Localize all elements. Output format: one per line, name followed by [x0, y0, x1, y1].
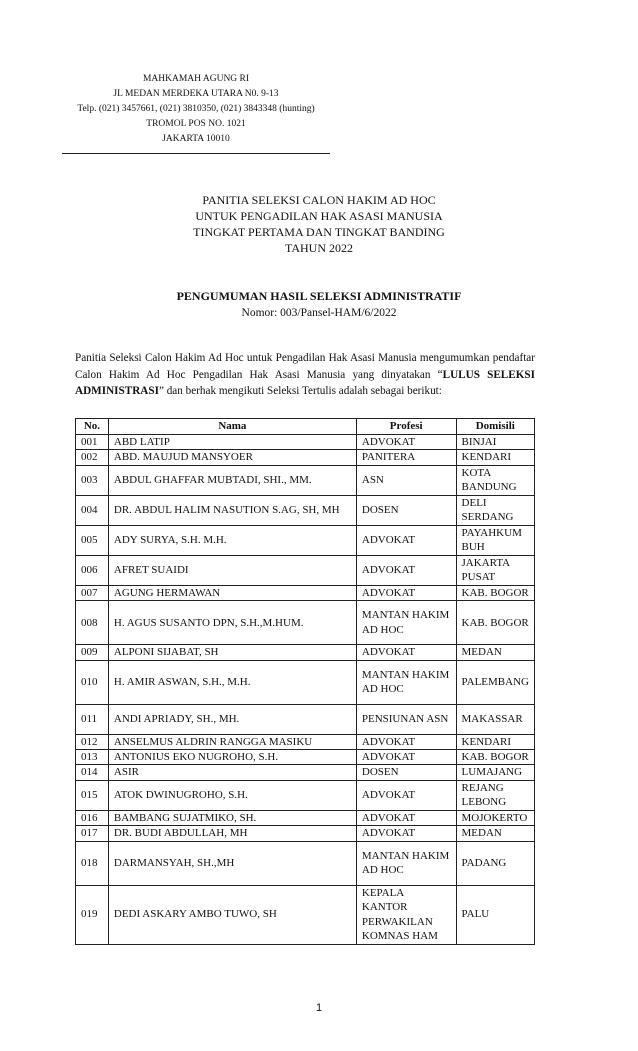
cell-domisili: BINJAI	[456, 435, 534, 450]
cell-profesi: ADVOKAT	[356, 810, 456, 825]
cell-no: 019	[76, 885, 109, 944]
cell-nama: AFRET SUAIDI	[108, 555, 356, 585]
committee-line-2: UNTUK PENGADILAN HAK ASASI MANUSIA	[195, 209, 443, 223]
table-row	[76, 450, 535, 465]
header-domisili: Domisili	[456, 419, 534, 435]
letterhead-institution: MAHKAMAH AGUNG RI	[142, 74, 250, 84]
intro-text-start: Panitia Seleksi Calon Hakim Ad Hoc untuk Pengadilan Hak Asasi Manusia mengumumkan pendaftar Calon Hakim Ad Hoc Pengadilan Hak Asasi Manusia yang dinyatakan “	[75, 352, 535, 381]
cell-domisili: KOTA BANDUNG	[456, 465, 534, 495]
cell-profesi: ADVOKAT	[356, 826, 456, 841]
letterhead-phone: Telp. (021) 3457661, (021) 3810350, (021) 3843348 (hunting)	[77, 104, 315, 114]
table-row	[76, 525, 535, 555]
table-row	[76, 645, 535, 660]
committee-line-1: PANITIA SELEKSI CALON HAKIM AD HOC	[202, 193, 436, 207]
table-row	[76, 780, 535, 810]
header-no: No.	[76, 419, 109, 435]
cell-no: 007	[76, 585, 109, 600]
cell-domisili: KENDARI	[456, 734, 534, 749]
table-row	[76, 750, 535, 765]
cell-domisili: PALEMBANG	[456, 660, 534, 704]
page-number: 1	[315, 1002, 323, 1014]
cell-no: 006	[76, 555, 109, 585]
cell-domisili: LUMAJANG	[456, 765, 534, 780]
header-nama: Nama	[108, 419, 356, 435]
cell-domisili: REJANG LEBONG	[456, 780, 534, 810]
announcement-title: PENGUMUMAN HASIL SELEKSI ADMINISTRATIF	[176, 289, 462, 303]
cell-domisili: MEDAN	[456, 826, 534, 841]
cell-profesi: ADVOKAT	[356, 585, 456, 600]
cell-no: 010	[76, 660, 109, 704]
letterhead-address: JL MEDAN MERDEKA UTARA N0. 9-13	[113, 89, 279, 99]
cell-no: 014	[76, 765, 109, 780]
table-row	[76, 704, 535, 734]
table-row	[76, 555, 535, 585]
announcement-intro	[75, 350, 535, 400]
cell-nama: ANSELMUS ALDRIN RANGGA MASIKU	[108, 734, 356, 749]
committee-heading	[0, 192, 638, 256]
cell-profesi: PANITERA	[356, 450, 456, 465]
cell-domisili: MEDAN	[456, 645, 534, 660]
cell-no: 004	[76, 495, 109, 525]
cell-domisili: PADANG	[456, 841, 534, 885]
results-table	[75, 418, 535, 945]
cell-domisili: MAKASSAR	[456, 704, 534, 734]
announcement-number: Nomor: 003/Pansel-HAM/6/2022	[241, 307, 397, 319]
cell-nama: ABD LATIP	[108, 435, 356, 450]
cell-profesi: ADVOKAT	[356, 435, 456, 450]
cell-profesi: MANTAN HAKIM AD HOC	[356, 601, 456, 645]
table-row	[76, 495, 535, 525]
table-header-row	[76, 419, 535, 435]
cell-no: 009	[76, 645, 109, 660]
cell-nama: H. AMIR ASWAN, S.H., M.H.	[108, 660, 356, 704]
letterhead-po-box: TROMOL POS NO. 1021	[146, 119, 246, 129]
committee-line-3: TINGKAT PERTAMA DAN TINGKAT BANDING	[193, 225, 445, 239]
cell-profesi: PENSIUNAN ASN	[356, 704, 456, 734]
cell-nama: ADY SURYA, S.H. M.H.	[108, 525, 356, 555]
cell-profesi: ADVOKAT	[356, 750, 456, 765]
intro-text-end: ” dan berhak mengikuti Seleksi Tertulis adalah sebagai berikut:	[158, 385, 442, 398]
cell-domisili: PALU	[456, 885, 534, 944]
cell-no: 008	[76, 601, 109, 645]
table-row	[76, 734, 535, 749]
cell-nama: ANTONIUS EKO NUGROHO, S.H.	[108, 750, 356, 765]
table-row	[76, 810, 535, 825]
cell-profesi: MANTAN HAKIM AD HOC	[356, 841, 456, 885]
cell-profesi: MANTAN HAKIM AD HOC	[356, 660, 456, 704]
cell-no: 017	[76, 826, 109, 841]
cell-profesi: ADVOKAT	[356, 780, 456, 810]
cell-nama: DR. ABDUL HALIM NASUTION S.AG, SH, MH	[108, 495, 356, 525]
cell-nama: BAMBANG SUJATMIKO, SH.	[108, 810, 356, 825]
intro-text-highlight: LULUS SELEKSI ADMINISTRASI	[75, 368, 535, 398]
cell-domisili: KENDARI	[456, 450, 534, 465]
cell-profesi: KEPALA KANTOR PERWAKILAN KOMNAS HAM	[356, 885, 456, 944]
cell-profesi: ADVOKAT	[356, 734, 456, 749]
cell-no: 005	[76, 525, 109, 555]
cell-nama: ABD. MAUJUD MANSYOER	[108, 450, 356, 465]
cell-nama: DR. BUDI ABDULLAH, MH	[108, 826, 356, 841]
cell-nama: ASIR	[108, 765, 356, 780]
cell-nama: ATOK DWINUGROHO, S.H.	[108, 780, 356, 810]
letterhead-divider	[62, 153, 330, 154]
header-profesi: Profesi	[356, 419, 456, 435]
cell-no: 013	[76, 750, 109, 765]
table-row	[76, 465, 535, 495]
cell-nama: AGUNG HERMAWAN	[108, 585, 356, 600]
table-row	[76, 885, 535, 944]
cell-profesi: ADVOKAT	[356, 525, 456, 555]
cell-domisili: MOJOKERTO	[456, 810, 534, 825]
cell-domisili: DELI SERDANG	[456, 495, 534, 525]
cell-no: 016	[76, 810, 109, 825]
cell-no: 011	[76, 704, 109, 734]
table-row	[76, 826, 535, 841]
cell-no: 012	[76, 734, 109, 749]
cell-no: 015	[76, 780, 109, 810]
cell-nama: ABDUL GHAFFAR MUBTADI, SHI., MM.	[108, 465, 356, 495]
table-row	[76, 585, 535, 600]
cell-domisili: KAB. BOGOR	[456, 601, 534, 645]
table-row	[76, 601, 535, 645]
cell-no: 001	[76, 435, 109, 450]
letterhead	[62, 72, 330, 147]
cell-nama: DEDI ASKARY AMBO TUWO, SH	[108, 885, 356, 944]
cell-profesi: ADVOKAT	[356, 555, 456, 585]
cell-nama: ANDI APRIADY, SH., MH.	[108, 704, 356, 734]
cell-no: 003	[76, 465, 109, 495]
cell-profesi: ADVOKAT	[356, 645, 456, 660]
cell-domisili: KAB. BOGOR	[456, 750, 534, 765]
table-row	[76, 841, 535, 885]
cell-no: 018	[76, 841, 109, 885]
cell-domisili: KAB. BOGOR	[456, 585, 534, 600]
cell-profesi: DOSEN	[356, 495, 456, 525]
cell-nama: DARMANSYAH, SH.,MH	[108, 841, 356, 885]
committee-line-4: TAHUN 2022	[284, 241, 354, 255]
cell-nama: H. AGUS SUSANTO DPN, S.H.,M.HUM.	[108, 601, 356, 645]
table-row	[76, 660, 535, 704]
cell-profesi: ASN	[356, 465, 456, 495]
cell-profesi: DOSEN	[356, 765, 456, 780]
cell-nama: ALPONI SIJABAT, SH	[108, 645, 356, 660]
table-row	[76, 765, 535, 780]
cell-no: 002	[76, 450, 109, 465]
cell-domisili: JAKARTA PUSAT	[456, 555, 534, 585]
letterhead-city: JAKARTA 10010	[162, 134, 230, 144]
cell-domisili: PAYAHKUMBUH	[456, 525, 534, 555]
table-row	[76, 435, 535, 450]
